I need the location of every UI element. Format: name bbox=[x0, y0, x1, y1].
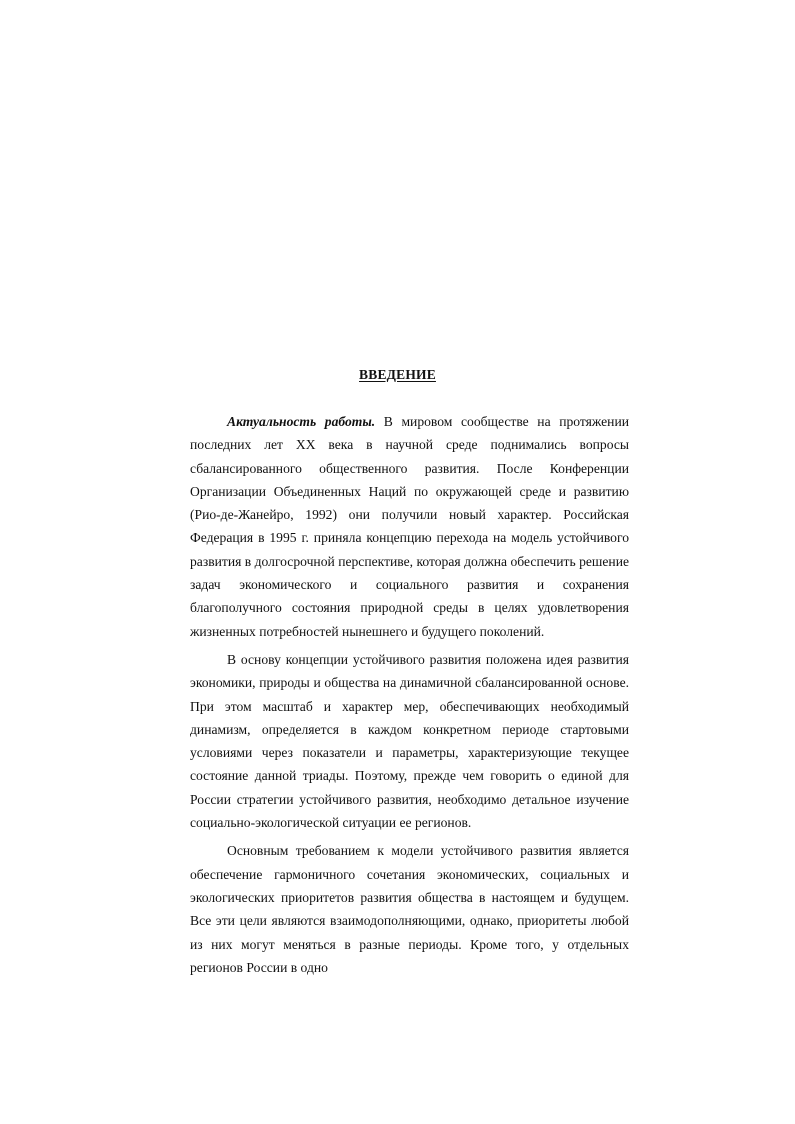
paragraph-3 bbox=[190, 839, 629, 979]
paragraph-1 bbox=[190, 410, 629, 643]
section-heading: ВВЕДЕНИЕ bbox=[359, 367, 436, 382]
paragraph-lead: Актуальность работы. bbox=[227, 414, 376, 429]
body-text bbox=[190, 410, 629, 979]
paragraph-text: В мировом сообществе на протяжении последних лет XX века в научной среде поднимались вопросы сбалансированного общественного развития. После Конференции Организации Объединенных Наций по окружающей среде и развитию (Рио-де-Жанейро, 1992) они получили новый характер. Российская Федерация в 1995 г. приняла концепцию перехода на модель устойчивого развития в долгосрочной перспективе, которая должна обеспечить решение задач экономического и социального развития и сохранения благополучного состояния природной среды в целях удовлетворения жизненных потребностей нынешнего и будущего поколений. bbox=[190, 414, 629, 639]
paragraph-text: В основу концепции устойчивого развития положена идея развития экономики, природы и общества на динамичной сбалансированной основе. При этом масштаб и характер мер, обеспечивающих необходимый динамизм, определяется в каждом конкретном периоде стартовыми условиями через показатели и параметры, характеризующие текущее состояние данной триады. Поэтому, прежде чем говорить о единой для России стратегии устойчивого развития, необходимо детальное изучение социально-экологической ситуации ее регионов. bbox=[190, 651, 629, 831]
paragraph-2 bbox=[190, 648, 629, 834]
paragraph-text: Основным требованием к модели устойчивого развития является обеспечение гармоничного сочетания экономических, социальных и экологических приоритетов развития общества в настоящем и будущем. Все эти цели являются взаимодополняющими, однако, приоритеты любой из них могут меняться в разные периоды. Кроме того, у отдельных регионов России в одно bbox=[190, 843, 629, 975]
